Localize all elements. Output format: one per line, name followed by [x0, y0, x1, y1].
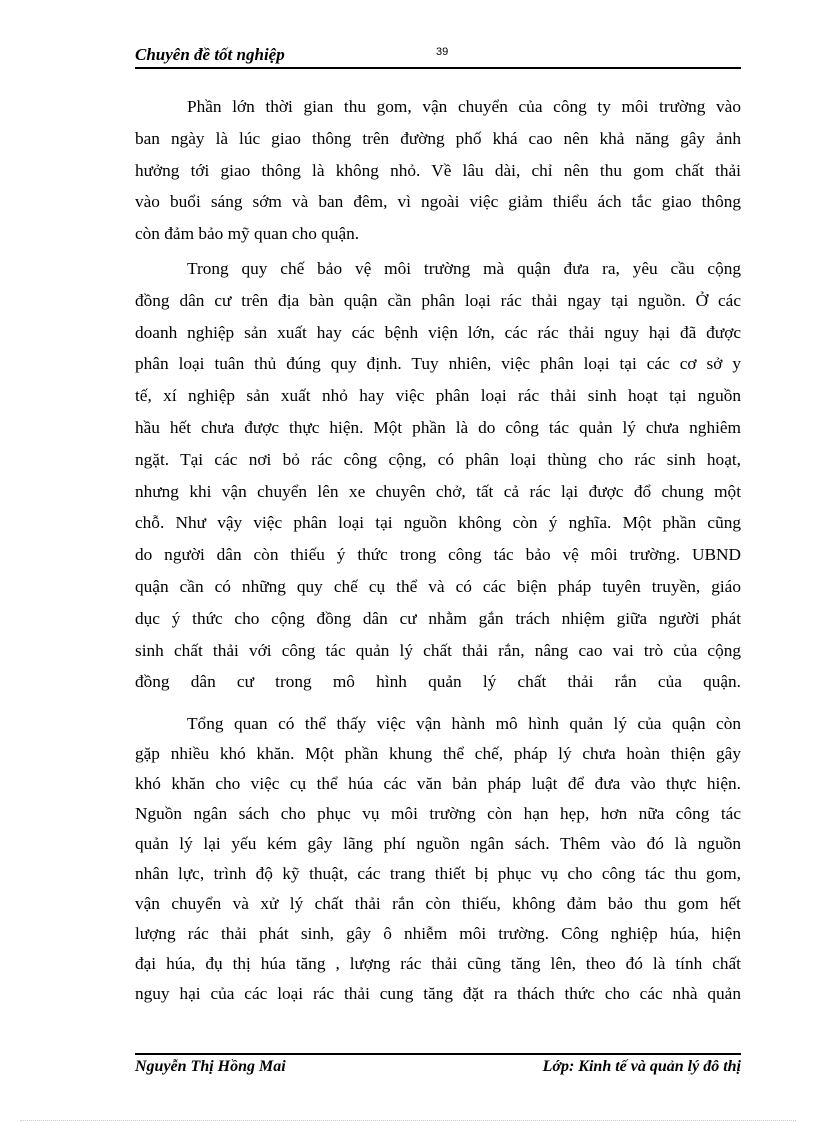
paragraph-2-line: doanh nghiệp sản xuất hay các bệnh viện lớn, các rác thải nguy hại đã được — [135, 322, 741, 342]
paragraph-3-line: quản lý lại yếu kém gây lãng phí nguồn ngân sách. Thêm vào đó là nguồn — [135, 834, 741, 853]
paragraph-3-line: đại húa, đụ thị húa tăng , lượng rác thải cũng tăng lên, theo đó là tính chất — [135, 954, 741, 973]
paragraph-2-line: do người dân còn thiếu ý thức trong công tác bảo vệ môi trường. UBND — [135, 545, 741, 565]
paragraph-3-line: Nguồn ngân sách cho phục vụ môi trường còn hạn hẹp, hơn nữa công tác — [135, 804, 741, 823]
page-number: 39 — [436, 46, 449, 58]
paragraph-2-line: Trong quy chế bảo vệ môi trường mà quận đưa ra, yêu cầu cộng — [187, 259, 741, 278]
paragraph-1-line: còn đảm bảo mỹ quan cho quận. — [135, 224, 360, 244]
paragraph-2-line: hầu hết chưa được thực hiện. Một phần là do công tác quản lý chưa nghiêm — [135, 418, 741, 437]
paragraph-2-line: nhưng khi vận chuyển lên xe chuyên chở, tất cả rác lại được đổ chung một — [135, 481, 741, 501]
paragraph-2-line: quận cần có những quy chế cụ thể và có các biện pháp tuyên truyền, giáo — [135, 577, 741, 596]
header-title: Chuyên đề tốt nghiệp — [135, 45, 285, 64]
paragraph-1-line: ban ngày là lúc giao thông trên đường phố khá cao nên khả năng gây ảnh — [135, 128, 741, 148]
paragraph-2-line: chỗ. Như vậy việc phân loại tại nguồn không còn ý nghĩa. Một phần cũng — [135, 513, 741, 533]
paragraph-1-line: Phần lớn thời gian thu gom, vận chuyển của công ty môi trường vào — [187, 97, 741, 116]
paragraph-2-line: dục ý thức cho cộng đồng dân cư nhằm gắn trách nhiệm giữa người phát — [135, 608, 741, 628]
footer-rule — [135, 1053, 741, 1055]
paragraph-3-line: gặp nhiều khó khăn. Một phần khung thể chế, pháp lý chưa hoàn thiện gây — [135, 744, 741, 763]
paragraph-2-line: sinh chất thải với công tác quản lý chất thải rắn, nâng cao vai trò của cộng — [135, 640, 741, 660]
paragraph-3-line: nhân lực, trình độ kỹ thuật, các trang thiết bị phục vụ cho công tác thu gom, — [135, 864, 741, 883]
paragraph-1-line: vào buổi sáng sớm và ban đêm, vì ngoài việc giảm thiểu ách tắc giao thông — [135, 192, 741, 212]
footer-author: Nguyễn Thị Hồng Mai — [135, 1058, 286, 1075]
paragraph-2-line: ngặt. Tại các nơi bỏ rác công cộng, có phân loại thùng cho rác sinh hoạt, — [135, 449, 741, 469]
paragraph-2-line: tế, xí nghiệp sản xuất nhỏ hay việc phân loại rác thải sinh hoạt tại nguồn — [135, 386, 741, 406]
header-rule — [135, 67, 741, 69]
paragraph-2-line: đồng dân cư trên địa bàn quận cần phân loại rác thải ngay tại nguồn. Ở các — [135, 290, 741, 310]
paragraph-1-line: hưởng tới giao thông là không nhỏ. Về lâu dài, chỉ nên thu gom chất thải — [135, 160, 741, 180]
page-edge-divider — [20, 1120, 796, 1121]
paragraph-3-line: khó khăn cho việc cụ thể húa các văn bản pháp luật để đưa vào thực hiện. — [135, 774, 741, 793]
paragraph-3-line: nguy hại của các loại rác thải cung tăng đặt ra thách thức cho các nhà quản — [135, 984, 741, 1003]
paragraph-3-line: vận chuyển và xử lý chất thải rắn còn thiếu, không đảm bảo thu gom hết — [135, 894, 741, 913]
footer-class: Lớp: Kinh tế và quản lý đô thị — [542, 1058, 741, 1075]
paragraph-2-line: đồng dân cư trong mô hình quản lý chất thải rắn của quận. — [135, 672, 741, 692]
paragraph-3-line: Tổng quan có thể thấy việc vận hành mô hình quản lý của quận còn — [187, 714, 741, 733]
paragraph-3-line: lượng rác thải phát sinh, gây ô nhiễm môi trường. Công nghiệp húa, hiện — [135, 924, 741, 943]
paragraph-2-line: phân loại tuân thủ đúng quy định. Tuy nhiên, việc phân loại tại các cơ sở y — [135, 354, 741, 374]
